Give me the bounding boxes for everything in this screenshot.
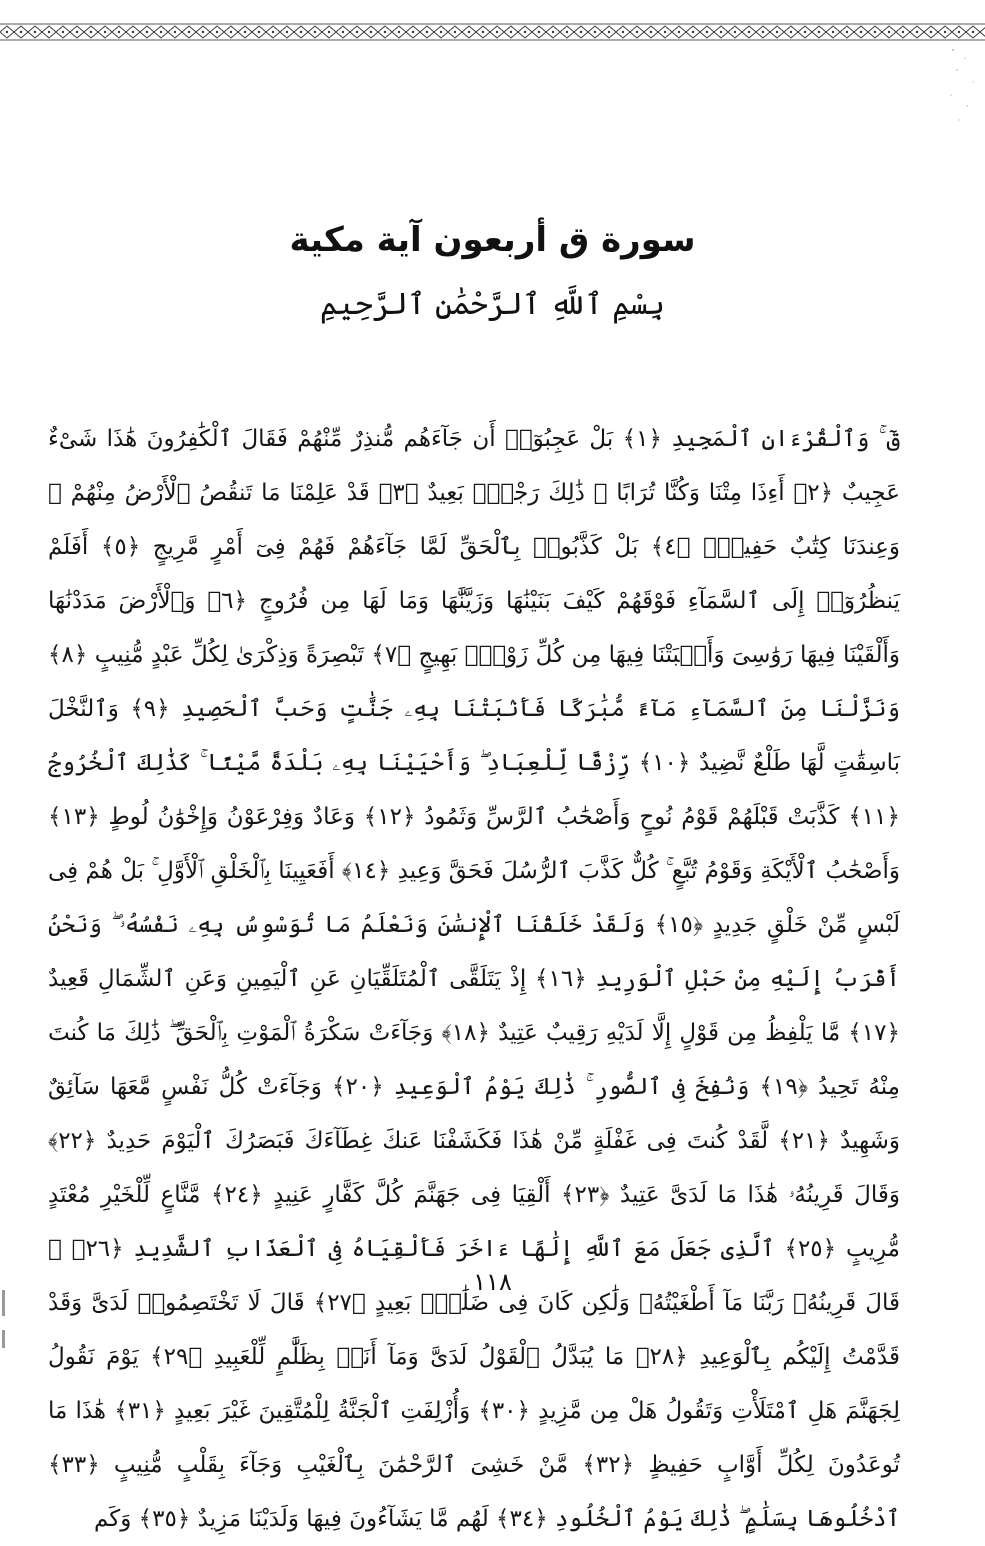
ornament-dot <box>664 31 666 33</box>
ornament-dot <box>440 31 442 33</box>
ornament-dot <box>678 31 680 33</box>
ornament-dot <box>398 31 400 33</box>
ornament-dot <box>566 31 568 33</box>
ornament-dot <box>580 31 582 33</box>
ornament-dot <box>720 31 722 33</box>
ornament-dot <box>552 31 554 33</box>
ornament-dot <box>356 31 358 33</box>
ornament-dot <box>34 31 36 33</box>
surah-title: سورة ق أربعون آية مكية <box>289 220 696 260</box>
page-number: ١١٨ <box>473 1268 512 1296</box>
ornament-dot <box>790 31 792 33</box>
ornament-dot <box>608 31 610 33</box>
ornament-dot <box>874 31 876 33</box>
basmala: بِسْمِ ٱللَّهِ ٱلرَّحْمَٰنِ ٱلرَّحِيمِ <box>319 287 665 322</box>
ornament-dot <box>944 31 946 33</box>
ornament-dot <box>776 31 778 33</box>
ornament-dot <box>650 31 652 33</box>
ornament-dot <box>454 31 456 33</box>
ornament-dot <box>832 31 834 33</box>
ornament-dot <box>370 31 372 33</box>
ornament-dot <box>748 31 750 33</box>
ornament-dot <box>930 31 932 33</box>
ornament-dot <box>496 31 498 33</box>
ornament-dot <box>328 31 330 33</box>
ornament-dot <box>62 31 64 33</box>
ornament-dot <box>902 31 904 33</box>
ornament-dot <box>132 31 134 33</box>
ornament-dot <box>818 31 820 33</box>
ornament-dot <box>384 31 386 33</box>
verses-body: قٓ ۚ وَٱلْقُرْءَانِ ٱلْمَجِيدِ ﴿١﴾ بَلْ عَجِبُوٓا۟ أَن جَآءَهُم مُّنذِرٌ مِّنْهُمْ فَقَالَ ٱلْكَٰفِرُونَ هَٰذَا شَىْءٌ عَجِيبٌ ﴿٢﴾ أَءِذَا مِتْنَا وَكُنَّا تُرَابًا ۖ ذَٰلِكَ رَجْعٌۢ بَعِيدٌ ﴿٣﴾ قَدْ عَلِمْنَا مَا تَنقُصُ ٱلْأَرْضُ مِنْهُمْ ۖ وَعِندَنَا كِتَٰبٌ حَفِيظٌۢ ﴿٤﴾ بَلْ كَذَّبُوا۟ بِٱلْحَقِّ لَمَّا جَآءَهُمْ فَهُمْ فِىٓ أَمْرٍ مَّرِيجٍ ﴿٥﴾ أَفَلَمْ يَنظُرُوٓا۟ إِلَى ٱلسَّمَآءِ فَوْقَهُمْ كَيْفَ بَنَيْنَٰهَا وَزَيَّنَّٰهَا وَمَا لَهَا مِن فُرُوجٍ ﴿٦﴾ وَٱلْأَرْضَ مَدَدْنَٰهَا وَأَلْقَيْنَا فِيهَا رَوَٰسِىَ وَأَنۢبَتْنَا فِيهَا مِن كُلِّ زَوْجٍۭ بَهِيجٍ ﴿٧﴾ تَبْصِرَةً وَذِكْرَىٰ لِكُلِّ عَبْدٍ مُّنِيبٍ ﴿٨﴾ وَنَزَّلْنَا مِنَ ٱلسَّمَآءِ مَآءً مُّبَٰرَكًا فَأَنۢبَتْنَا بِهِۦ جَنَّٰتٍ وَحَبَّ ٱلْحَصِيدِ ﴿٩﴾ وَٱلنَّخْلَ بَاسِقَٰتٍ لَّهَا طَلْعٌ نَّضِيدٌ ﴿١٠﴾ رِّزْقًا لِّلْعِبَادِ ۖ وَأَحْيَيْنَا بِهِۦ بَلْدَةً مَّيْتًا ۚ كَذَٰلِكَ ٱلْخُرُوجُ ﴿١١﴾ كَذَّبَتْ قَبْلَهُمْ قَوْمُ نُوحٍ وَأَصْحَٰبُ ٱلرَّسِّ وَثَمُودُ ﴿١٢﴾ وَعَادٌ وَفِرْعَوْنُ وَإِخْوَٰنُ لُوطٍ ﴿١٣﴾ وَأَصْحَٰبُ ٱلْأَيْكَةِ وَقَوْمُ تُبَّعٍ ۚ كُلٌّ كَذَّبَ ٱلرُّسُلَ فَحَقَّ وَعِيدِ ﴿١٤﴾ أَفَعَيِينَا بِٱلْخَلْقِ ٱلْأَوَّلِ ۚ بَلْ هُمْ فِى لَبْسٍ مِّنْ خَلْقٍ جَدِيدٍ ﴿١٥﴾ وَلَقَدْ خَلَقْنَا ٱلْإِنسَٰنَ وَنَعْلَمُ مَا تُوَسْوِسُ بِهِۦ نَفْسُهُۥ ۖ وَنَحْنُ أَقْرَبُ إِلَيْهِ مِنْ حَبْلِ ٱلْوَرِيدِ ﴿١٦﴾ إِذْ يَتَلَقَّى ٱلْمُتَلَقِّيَانِ عَنِ ٱلْيَمِينِ وَعَنِ ٱلشِّمَالِ قَعِيدٌ ﴿١٧﴾ مَّا يَلْفِظُ مِن قَوْلٍ إِلَّا لَدَيْهِ رَقِيبٌ عَتِيدٌ ﴿١٨﴾ وَجَآءَتْ سَكْرَةُ ٱلْمَوْتِ بِٱلْحَقِّ ۖ ذَٰلِكَ مَا كُنتَ مِنْهُ تَحِيدُ ﴿١٩﴾ وَنُفِخَ فِى ٱلصُّورِ ۚ ذَٰلِكَ يَوْمُ ٱلْوَعِيدِ ﴿٢٠﴾ وَجَآءَتْ كُلُّ نَفْسٍ مَّعَهَا سَآئِقٌ وَشَهِيدٌ ﴿٢١﴾ لَّقَدْ كُنتَ فِى غَفْلَةٍ مِّنْ هَٰذَا فَكَشَفْنَا عَنكَ غِطَآءَكَ فَبَصَرُكَ ٱلْيَوْمَ حَدِيدٌ ﴿٢٢﴾ وَقَالَ قَرِينُهُۥ هَٰذَا مَا لَدَىَّ عَتِيدٌ ﴿٢٣﴾ أَلْقِيَا فِى جَهَنَّمَ كُلَّ كَفَّارٍ عَنِيدٍ ﴿٢٤﴾ مَّنَّاعٍ لِّلْخَيْرِ مُعْتَدٍ مُّرِيبٍ ﴿٢٥﴾ ٱلَّذِى جَعَلَ مَعَ ٱللَّهِ إِلَٰهًا ءَاخَرَ فَأَلْقِيَاهُ فِى ٱلْعَذَابِ ٱلشَّدِيدِ ﴿٢٦﴾ ۞ قَالَ قَرِينُهُۥ رَبَّنَا مَآ أَطْغَيْتُهُۥ وَلَٰكِن كَانَ فِى ضَلَٰلٍۭ بَعِيدٍ ﴿٢٧﴾ قَالَ لَا تَخْتَصِمُوا۟ لَدَىَّ وَقَدْ قَدَّمْتُ إِلَيْكُم بِٱلْوَعِيدِ ﴿٢٨﴾ مَا يُبَدَّلُ ٱلْقَوْلُ لَدَىَّ وَمَآ أَنَا۠ بِظَلَّٰمٍ لِّلْعَبِيدِ ﴿٢٩﴾ يَوْمَ نَقُولُ لِجَهَنَّمَ هَلِ ٱمْتَلَأْتِ وَتَقُولُ هَلْ مِن مَّزِيدٍ ﴿٣٠﴾ وَأُزْلِفَتِ ٱلْجَنَّةُ لِلْمُتَّقِينَ غَيْرَ بَعِيدٍ ﴿٣١﴾ هَٰذَا مَا تُوعَدُونَ لِكُلِّ أَوَّابٍ حَفِيظٍ ﴿٣٢﴾ مَّنْ خَشِىَ ٱلرَّحْمَٰنَ بِٱلْغَيْبِ وَجَآءَ بِقَلْبٍ مُّنِيبٍ ﴿٣٣﴾ ٱدْخُلُوهَا بِسَلَٰمٍ ۖ ذَٰلِكَ يَوْمُ ٱلْخُلُودِ ﴿٣٤﴾ لَهُم مَّا يَشَآءُونَ فِيهَا وَلَدَيْنَا مَزِيدٌ ﴿٣٥﴾ وَكَم <box>48 426 901 1532</box>
ornament-dot <box>6 31 8 33</box>
ornament-dot <box>482 31 484 33</box>
ornament-dot <box>342 31 344 33</box>
ornament-dot <box>846 31 848 33</box>
ornament-dot <box>692 31 694 33</box>
ornament-dot <box>20 31 22 33</box>
ornament-dot <box>972 31 974 33</box>
ornament-dot <box>916 31 918 33</box>
ornament-dot <box>216 31 218 33</box>
ornament-pattern <box>0 22 985 42</box>
ornament-dot <box>636 31 638 33</box>
ornament-dot <box>804 31 806 33</box>
ornament-dot <box>524 31 526 33</box>
ornament-dot <box>510 31 512 33</box>
scan-edge-mark <box>2 1290 5 1316</box>
ornament-dot <box>76 31 78 33</box>
ornament-dot <box>286 31 288 33</box>
ornament-dot <box>412 31 414 33</box>
ornament-dot <box>762 31 764 33</box>
ornament-dot <box>468 31 470 33</box>
ornament-dot <box>888 31 890 33</box>
scan-speckle <box>945 40 985 130</box>
ornament-dot <box>860 31 862 33</box>
ornament-dot <box>244 31 246 33</box>
ornament-dot <box>734 31 736 33</box>
ornament-dot <box>230 31 232 33</box>
scan-edge-mark <box>2 1330 5 1348</box>
ornament-dot <box>160 31 162 33</box>
ornament-dot <box>622 31 624 33</box>
ornament-dot <box>594 31 596 33</box>
decorative-top-border <box>0 22 985 42</box>
ornament-dot <box>706 31 708 33</box>
ornament-dot <box>958 31 960 33</box>
ornament-diamond <box>980 26 985 38</box>
ornament-dot <box>48 31 50 33</box>
ornament-dot <box>118 31 120 33</box>
ornament-dot <box>104 31 106 33</box>
ornament-dot <box>314 31 316 33</box>
ornament-dot <box>202 31 204 33</box>
ornament-dot <box>426 31 428 33</box>
ornament-dot <box>146 31 148 33</box>
ornament-dot <box>188 31 190 33</box>
ornament-dot <box>90 31 92 33</box>
ornament-dot <box>538 31 540 33</box>
ornament-dot <box>174 31 176 33</box>
ornament-dot <box>258 31 260 33</box>
ornament-dot <box>272 31 274 33</box>
ornament-dot <box>300 31 302 33</box>
